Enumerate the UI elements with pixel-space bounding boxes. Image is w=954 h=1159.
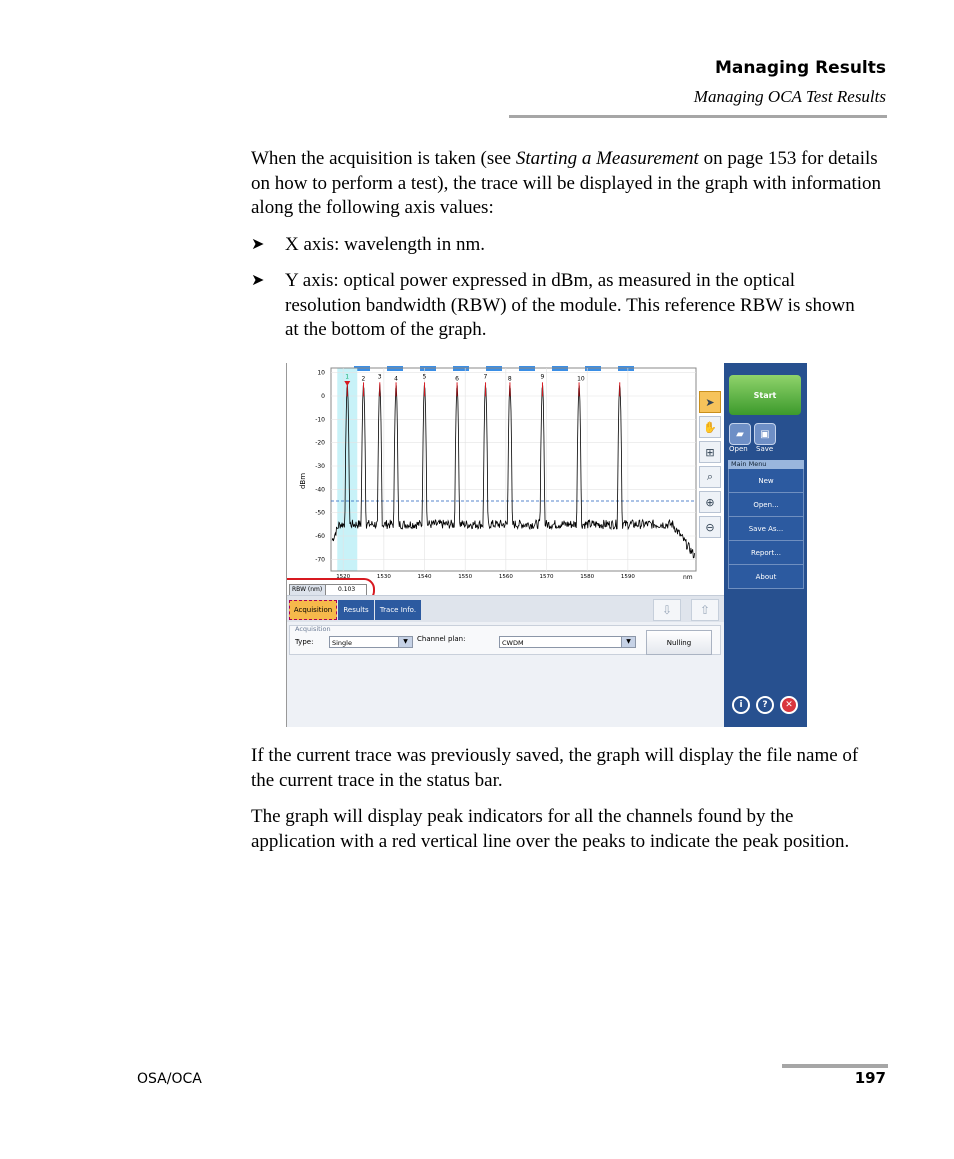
peak-label: 1 xyxy=(345,373,350,381)
type-select[interactable] xyxy=(329,636,413,648)
folder-open-icon[interactable]: ▰ xyxy=(729,423,751,445)
bullet-arrow-icon: ➤ xyxy=(251,236,265,253)
open-label: Open xyxy=(729,445,748,453)
graph-toolbar xyxy=(697,389,725,541)
start-button[interactable]: Start xyxy=(729,375,801,415)
y-tick-label: -70 xyxy=(315,556,325,564)
rbw-label: RBW (nm) xyxy=(290,585,326,595)
graph-area xyxy=(287,363,697,595)
x-tick-label: 1590 xyxy=(620,574,635,580)
close-icon[interactable]: ✕ xyxy=(780,696,798,714)
y-tick-label: 0 xyxy=(321,393,325,400)
x-tick-label: 1520 xyxy=(336,574,351,580)
x-tick-label: 1530 xyxy=(376,574,391,580)
intro-text-a: When the acquisition is taken (see xyxy=(251,148,516,169)
zoom-area-icon[interactable]: ⊞ xyxy=(699,441,721,463)
bullet-arrow-icon: ➤ xyxy=(251,272,265,289)
right-panel xyxy=(724,363,807,727)
type-label: Type: xyxy=(295,638,314,646)
y-tick-label: -30 xyxy=(315,463,325,470)
arrow-down-icon[interactable]: ⇩ xyxy=(653,599,681,621)
y-tick-label: 10 xyxy=(317,369,325,377)
peak-label: 9 xyxy=(540,373,545,381)
peak-label: 5 xyxy=(422,373,427,381)
tab-results[interactable]: Results xyxy=(338,600,374,620)
x-tick-label: 1550 xyxy=(458,574,473,580)
nulling-button[interactable]: Nulling xyxy=(646,630,712,655)
y-tick-label: -50 xyxy=(315,509,325,517)
footer-left: OSA/OCA xyxy=(137,1071,202,1087)
menu-item-save-as[interactable]: Save As... xyxy=(728,517,804,541)
y-tick-label: -20 xyxy=(315,439,325,447)
peak-label: 4 xyxy=(394,375,398,383)
main-menu xyxy=(728,460,804,589)
channel-plan-select-value: CWDM xyxy=(502,639,524,647)
bullet-y-axis-text: Y axis: optical power expressed in dBm, as measured in the optical resolution bandwidth (RBW) of the module. This reference RBW is shown at the bottom of the graph. xyxy=(285,270,855,340)
chevron-down-icon: ▼ xyxy=(398,637,412,647)
info-icon[interactable]: i xyxy=(732,696,750,714)
menu-item-about[interactable]: About xyxy=(728,565,804,589)
zoom-in-icon[interactable]: ⊕ xyxy=(699,491,721,513)
header-title: Managing Results xyxy=(714,58,886,78)
cursor-icon[interactable]: ➤ xyxy=(699,391,721,413)
y-tick-label: -10 xyxy=(315,416,325,424)
tab-acquisition[interactable]: Acquisition xyxy=(289,600,337,620)
save-label: Save xyxy=(756,445,774,453)
plot-frame xyxy=(331,368,696,571)
peak-label: 10 xyxy=(577,375,585,383)
y-tick-label: -40 xyxy=(315,486,325,494)
type-select-value: Single xyxy=(332,639,352,647)
tab-trace-info[interactable]: Trace Info. xyxy=(375,600,421,620)
x-tick-label: 1580 xyxy=(580,574,595,580)
page-number: 197 xyxy=(854,1069,886,1087)
peak-label: 7 xyxy=(483,373,488,381)
menu-item-new[interactable]: New xyxy=(728,469,804,493)
main-menu-header: Main Menu xyxy=(728,460,804,469)
peak-label: 2 xyxy=(361,375,366,383)
spectrum-chart xyxy=(287,363,697,595)
intro-text-b: on page 153 for details on how to perform a test), the trace will be displayed in the graph with information along the following axis values: xyxy=(251,148,881,218)
channel-plan-label: Channel plan: xyxy=(417,635,466,643)
channel-plan-select[interactable] xyxy=(499,636,636,648)
chevron-down-icon: ▼ xyxy=(621,637,635,647)
selected-peak-band xyxy=(337,368,357,571)
header-rule xyxy=(509,115,887,118)
zoom-fit-icon[interactable]: ⌕ xyxy=(699,466,721,488)
intro-link[interactable]: Starting a Measurement xyxy=(515,148,699,169)
help-icon[interactable]: ? xyxy=(756,696,774,714)
x-tick-label: 1570 xyxy=(539,574,554,580)
y-axis-label: dBm xyxy=(299,472,307,490)
x-tick-label: 1560 xyxy=(498,574,513,580)
peak-label: 3 xyxy=(377,373,382,381)
hand-icon[interactable]: ✋ xyxy=(699,416,721,438)
menu-item-report[interactable]: Report... xyxy=(728,541,804,565)
peak-label: 6 xyxy=(455,375,459,383)
acquisition-group-title: Acquisition xyxy=(295,625,331,633)
oca-screenshot xyxy=(286,363,807,727)
bullet-x-axis-text: X axis: wavelength in nm. xyxy=(285,234,485,255)
footer-rule xyxy=(782,1064,888,1068)
menu-item-open[interactable]: Open... xyxy=(728,493,804,517)
x-unit-label: nm xyxy=(683,574,693,581)
bottom-panel xyxy=(287,595,724,727)
tabs-bar xyxy=(287,595,724,622)
y-tick-label: -60 xyxy=(315,533,325,540)
header-subtitle: Managing OCA Test Results xyxy=(693,87,886,106)
spectrum-trace xyxy=(332,384,694,558)
zoom-out-icon[interactable]: ⊖ xyxy=(699,516,721,538)
floppy-save-icon[interactable]: ▣ xyxy=(754,423,776,445)
peak-indicator-paragraph: The graph will display peak indicators for all the channels found by the application with a red vertical line over the peaks to indicate the peak position. xyxy=(251,806,850,852)
peak-label: 8 xyxy=(507,375,512,383)
x-tick-label: 1540 xyxy=(417,574,432,580)
saved-trace-paragraph: If the current trace was previously saved, the graph will display the file name of the current trace in the status bar. xyxy=(251,745,859,791)
rbw-value: 0.103 xyxy=(338,586,356,593)
intro-paragraph xyxy=(251,147,881,221)
arrow-up-icon[interactable]: ⇧ xyxy=(691,599,719,621)
